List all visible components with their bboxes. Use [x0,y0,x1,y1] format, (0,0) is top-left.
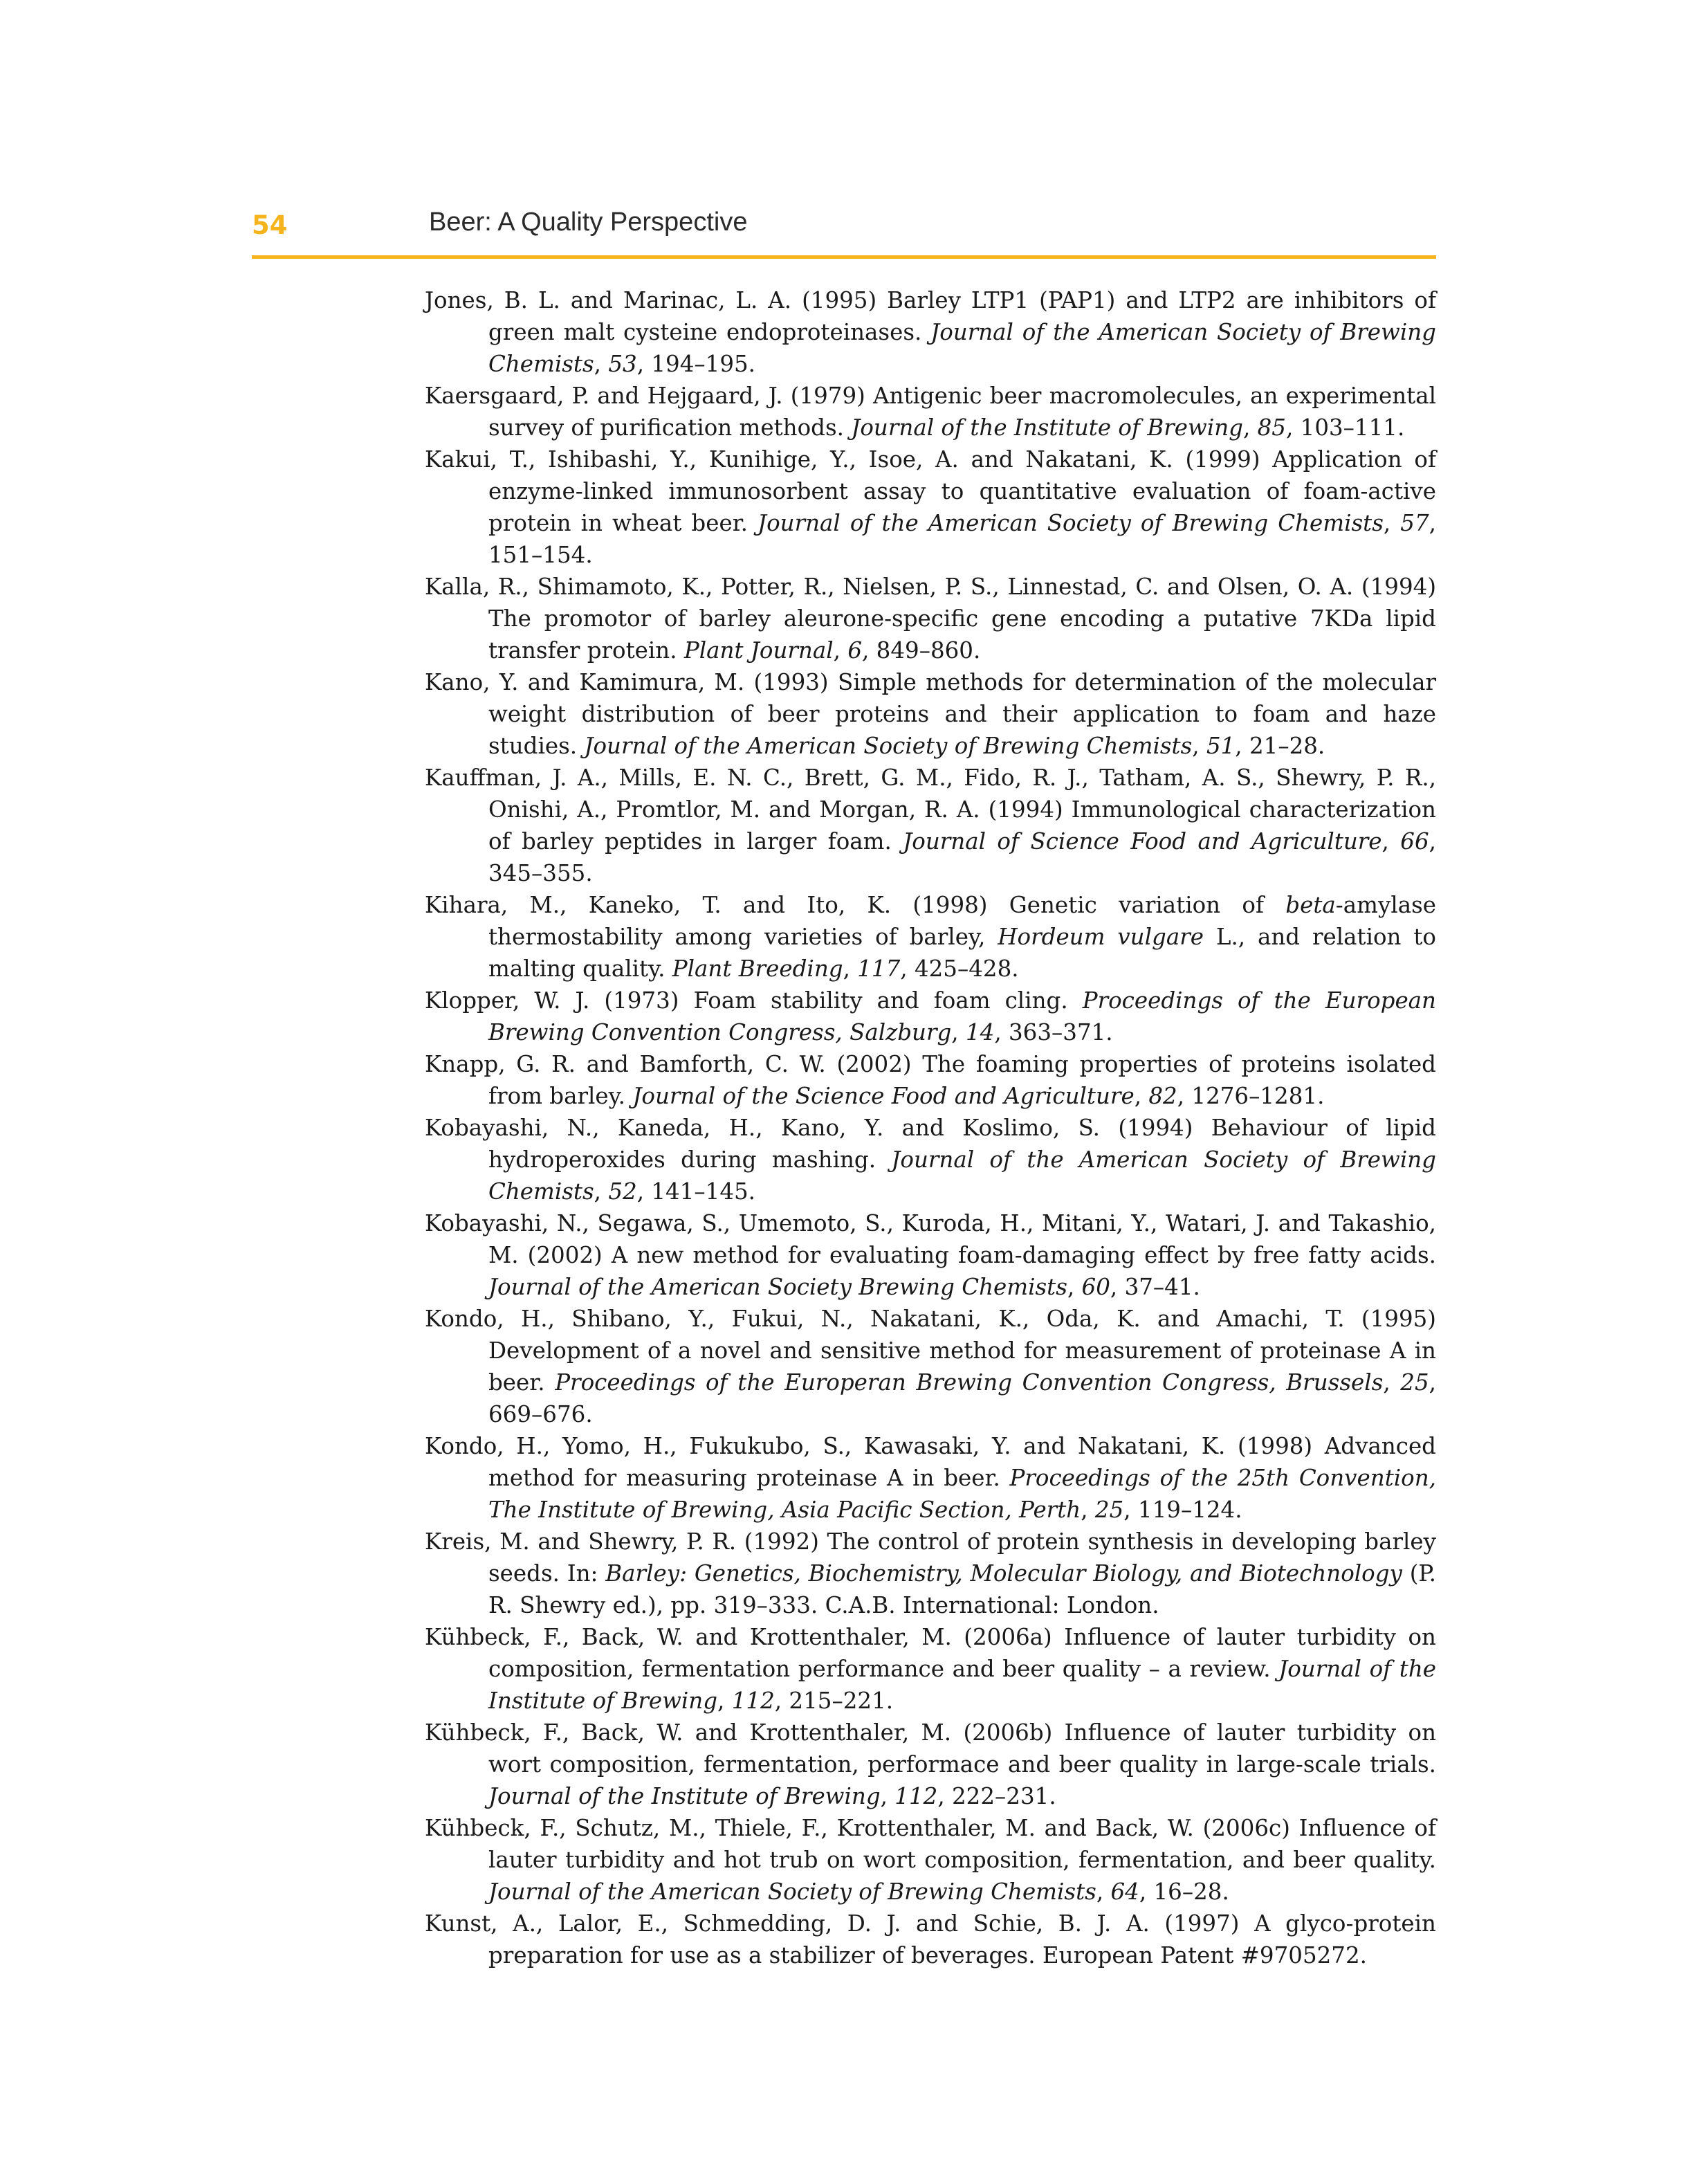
reference-italic-text: Journal of the American Society Brewing Chemists [488,1274,1067,1300]
reference-italic-text: Journal of Science Food and Agriculture [903,828,1382,855]
reference-text: , 849–860. [862,637,981,664]
reference-entry [425,762,1436,889]
reference-text: , 141–145. [636,1178,756,1205]
reference-italic-text: Journal of the Institute of Brewing [851,414,1243,441]
reference-entry [425,1430,1436,1526]
running-head [252,201,1436,242]
reference-italic-text: beta [1285,892,1336,918]
reference-italic-text: Journal of the American Society of Brewing Chemists [757,510,1384,536]
reference-text: L., and relation to malting quality. [488,924,1436,982]
reference-italic-text: 66 [1400,828,1429,855]
reference-text: Kühbeck, F., Back, W. and Krottenthaler, M. (2006b) Influence of lauter turbidity on wort composition, fermentation, performace and beer quality in large-scale trials. [425,1719,1436,1778]
reference-text: , 425–428. [900,956,1019,982]
reference-text: , 151–154. [488,510,1436,568]
reference-italic-text: 14 [965,1019,995,1045]
reference-italic-text: 60 [1081,1274,1110,1300]
reference-italic-text: Barley: Genetics, Biochemistry, Molecular Biology, and Biotechnology [605,1560,1402,1587]
reference-text: , [833,637,848,664]
reference-text: Kobayashi, N., Segawa, S., Umemoto, S., Kuroda, H., Mitani, Y., Watari, J. and Takashio, M. (2002) A new method for evaluating foam-damaging effect by free fatty acids. [425,1210,1436,1268]
reference-text: , 363–371. [994,1019,1113,1045]
reference-entry [425,1812,1436,1908]
reference-text: , 103–111. [1285,414,1405,441]
reference-entry [425,889,1436,985]
reference-text: , 345–355. [488,828,1436,886]
reference-italic-text: Journal of the Institute of Brewing [488,1656,1436,1714]
reference-italic-text: 25 [1400,1369,1429,1396]
reference-text: , [951,1019,966,1045]
reference-text: Kondo, H., Shibano, Y., Fukui, N., Nakatani, K., Oda, K. and Amachi, T. (1995) Development of a novel and sensitive method for measurement of proteinase A in beer. [425,1306,1436,1396]
reference-text: , 194–195. [636,351,756,377]
reference-italic-text: 82 [1148,1083,1177,1109]
reference-text: , [880,1783,895,1809]
reference-entry [425,1112,1436,1207]
reference-text: , 222–231. [937,1783,1056,1809]
reference-text: , [1383,1369,1401,1396]
reference-italic-text: 64 [1110,1879,1139,1905]
reference-italic-text: 52 [608,1178,637,1205]
reference-entry [425,571,1436,666]
page-number: 54 [252,210,288,240]
reference-entry [425,444,1436,571]
reference-entry [425,1621,1436,1717]
reference-italic-text: Proceedings of the Europeran Brewing Convention Congress, Brussels [555,1369,1384,1396]
reference-italic-text: 6 [847,637,862,664]
reference-text: Kühbeck, F., Schutz, M., Thiele, F., Krottenthaler, M. and Back, W. (2006c) Influence of lauter turbidity and hot trub on wort composition, fermentation, and beer quality. [425,1815,1436,1873]
reference-text: Kunst, A., Lalor, E., Schmedding, D. J. and Schie, B. J. A. (1997) A glyco-protein preparation for use as a stabilizer of beverages. European Patent #9705272. [425,1910,1436,1969]
reference-italic-text: 112 [731,1688,775,1714]
reference-text: , 669–676. [488,1369,1436,1427]
reference-text: , [1381,828,1401,855]
reference-text: , [1067,1274,1082,1300]
reference-entry [425,380,1436,444]
reference-italic-text: Journal of the American Society of Brewing Chemists [584,733,1193,759]
reference-entry [425,1303,1436,1430]
reference-text: , [1242,414,1258,441]
reference-text: , 21–28. [1235,733,1325,759]
reference-italic-text: 85 [1257,414,1286,441]
reference-text: , [594,1178,609,1205]
reference-text: Kreis, M. and Shewry, P. R. (1992) The control of protein synthesis in developing barley seeds. In: [425,1528,1436,1587]
reference-text: Kalla, R., Shimamoto, K., Potter, R., Nielsen, P. S., Linnestad, C. and Olsen, O. A. (1994) The promotor of barley aleurone-specific gene encoding a putative 7KDa lipid transfer protein. [425,574,1436,664]
reference-entry [425,1526,1436,1621]
reference-italic-text: 53 [608,351,637,377]
reference-text: , [1096,1879,1111,1905]
reference-text: , 16–28. [1139,1879,1229,1905]
reference-text: , [1134,1083,1149,1109]
reference-text: (P. R. Shewry ed.), pp. 319–333. C.A.B. International: London. [488,1560,1436,1618]
reference-italic-text: Plant Breeding [672,956,843,982]
reference-text: , [717,1688,732,1714]
reference-text: Kobayashi, N., Kaneda, H., Kano, Y. and Koslimo, S. (1994) Behaviour of lipid hydroperoxides during mashing. [425,1115,1436,1173]
reference-italic-text: Proceedings of the 25th Convention, The Institute of Brewing, Asia Pacific Section, Perth [488,1465,1436,1523]
reference-entry [425,1717,1436,1812]
reference-italic-text: Hordeum vulgare [998,924,1204,950]
reference-entry [425,666,1436,762]
reference-list [425,284,1436,1971]
reference-text: , [1383,510,1401,536]
reference-italic-text: 51 [1206,733,1236,759]
reference-text: Kauffman, J. A., Mills, E. N. C., Brett, G. M., Fido, R. J., Tatham, A. S., Shewry, P. R., Onishi, A., Promtlor, M. and Morgan, R. A. (1994) Immunological characterization of barley peptides in larger foam. [425,765,1436,855]
reference-text: , 1276–1281. [1177,1083,1325,1109]
reference-entry [425,1908,1436,1971]
reference-italic-text: Journal of the American Society of Brewing Chemists [488,1879,1096,1905]
reference-text: , [1081,1497,1095,1523]
reference-text: , 37–41. [1110,1274,1200,1300]
reference-text: , 119–124. [1123,1497,1242,1523]
reference-text: , [843,956,858,982]
reference-italic-text: Proceedings of the European Brewing Convention Congress, Salzburg [488,987,1436,1045]
book-title: Beer: A Quality Perspective [429,208,748,237]
reference-italic-text: 112 [894,1783,938,1809]
reference-text: Kondo, H., Yomo, H., Fukukubo, S., Kawasaki, Y. and Nakatani, K. (1998) Advanced method for measuring proteinase A in beer. [425,1433,1436,1491]
header-rule [252,255,1436,259]
reference-entry [425,985,1436,1048]
reference-italic-text: Journal of the American Society of Brewing Chemists [488,1147,1436,1205]
reference-text: Kihara, M., Kaneko, T. and Ito, K. (1998) Genetic variation of [425,892,1286,918]
reference-text: -amylase thermostability among varieties of barley, [488,892,1436,950]
reference-text: , 215–221. [774,1688,894,1714]
reference-text: Kakui, T., Ishibashi, Y., Kunihige, Y., Isoe, A. and Nakatani, K. (1999) Application of enzyme-linked immunosorbent assay to quantitative evaluation of foam-active protein in wheat beer. [425,446,1436,536]
reference-italic-text: Plant Journal [683,637,834,664]
reference-entry [425,1207,1436,1303]
reference-italic-text: 117 [857,956,901,982]
reference-text: , [1192,733,1206,759]
reference-text: Kaersgaard, P. and Hejgaard, J. (1979) Antigenic beer macromolecules, an experimental survey of purification methods. [425,383,1436,441]
reference-text: Knapp, G. R. and Bamforth, C. W. (2002) The foaming properties of proteins isolated from barley. [425,1051,1436,1109]
reference-text: Kano, Y. and Kamimura, M. (1993) Simple methods for determination of the molecular weight distribution of beer proteins and their application to foam and haze studies. [425,669,1436,759]
reference-text: , [594,351,609,377]
reference-italic-text: Journal of the Science Food and Agriculture [632,1083,1135,1109]
reference-italic-text: 25 [1094,1497,1124,1523]
reference-italic-text: 57 [1400,510,1429,536]
reference-italic-text: Journal of the American Society of Brewing Chemists [488,319,1436,377]
reference-text: Jones, B. L. and Marinac, L. A. (1995) Barley LTP1 (PAP1) and LTP2 are inhibitors of green malt cysteine endoproteinases. [425,287,1436,345]
reference-italic-text: Journal of the Institute of Brewing [488,1783,881,1809]
reference-text: Kühbeck, F., Back, W. and Krottenthaler, M. (2006a) Influence of lauter turbidity on composition, fermentation performance and beer quality – a review. [425,1624,1436,1682]
reference-text: Klopper, W. J. (1973) Foam stability and foam cling. [425,987,1083,1014]
reference-entry [425,284,1436,380]
reference-entry [425,1048,1436,1112]
